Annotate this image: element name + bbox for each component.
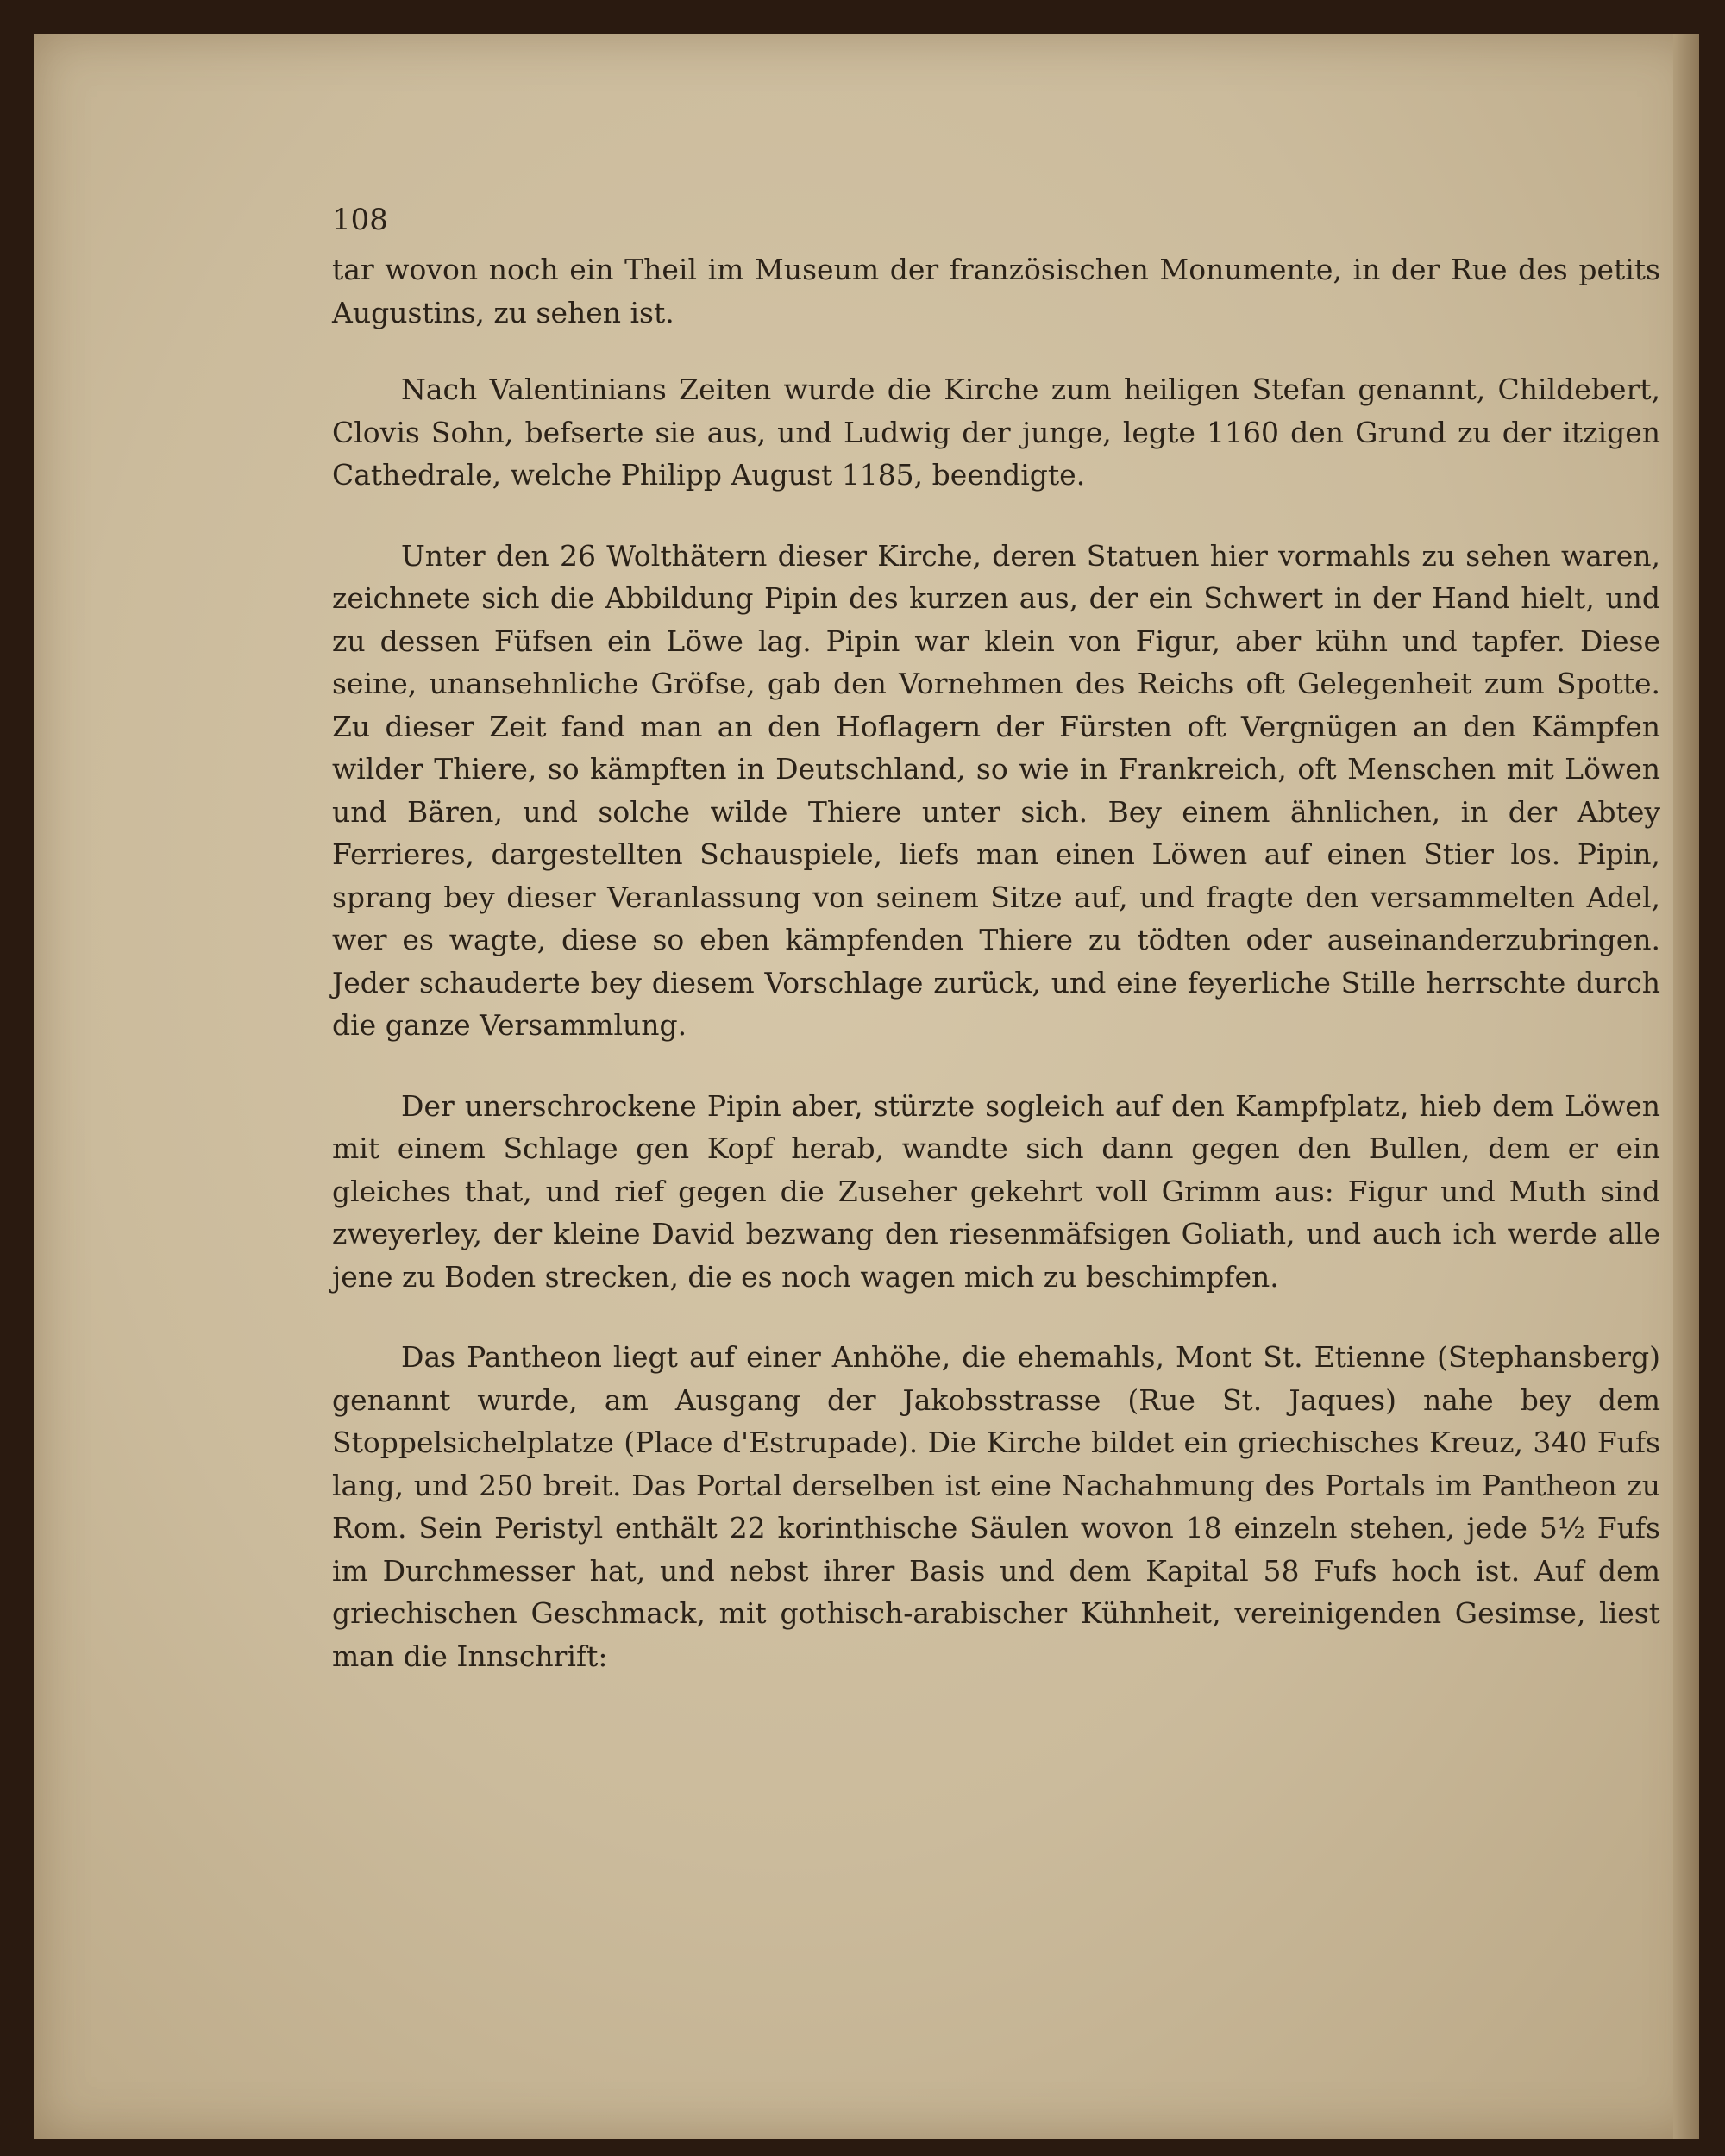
paragraph-pipin: Unter den 26 Wolthätern dieser Kirche, deren Statuen hier vormahls zu sehen waren, zeichnete sich die Abbildung Pipin des kurzen aus, der ein Schwert in der Hand hielt, und zu dessen Füfsen ein Löwe lag. Pipin war klein von Figur, aber kühn und tapfer. Diese seine, unansehnliche Gröfse, gab den Vornehmen des Reichs oft Gelegenheit zum Spotte. Zu dieser Zeit fand man an den Hoflagern der Fürsten oft Vergnügen an den Kämpfen wilder Thiere, so kämpften in Deutschland, so wie in Frankreich, oft Menschen mit Löwen und Bären, und solche wilde Thiere unter sich. Bey einem ähnlichen, in der Abtey Ferrieres, dargestellten Schauspiele, liefs man einen Löwen auf einen Stier los. Pipin, sprang bey dieser Veranlassung von seinem Sitze auf, und fragte den versammelten Adel, wer es wagte, diese so eben kämpfenden Thiere zu tödten oder auseinanderzubringen. Jeder schauderte bey diesem Vorschlage zurück, und eine feyerliche Stille herrschte durch die ganze Versammlung. [332, 538, 1660, 1042]
book-spine [1673, 34, 1699, 2139]
page-body [332, 248, 1660, 1677]
paragraph-pantheon: Das Pantheon liegt auf einer Anhöhe, die ehemahls, Mont St. Etienne (Stephansberg) genannt wurde, am Ausgang der Jakobsstrasse (Rue St. Jaques) nahe bey dem Stoppelsichelplatze (Place d'Estrupade). Die Kirche bildet ein griechisches Kreuz, 340 Fufs lang, und 250 breit. Das Portal derselben ist eine Nachahmung des Portals im Pantheon zu Rom. Sein Peristyl enthält 22 korinthische Säulen wovon 18 einzeln stehen, jede 5½ Fufs im Durchmesser hat, und nebst ihrer Basis und dem Kapital 58 Fufs hoch ist. Auf dem griechischen Geschmack, mit gothisch-arabischer Kühnheit, vereinigenden Gesimse, liest man die Innschrift: [332, 1340, 1660, 1673]
book-page [34, 34, 1699, 2139]
paragraph-continuation: tar wovon noch ein Theil im Museum der französischen Monumente, in der Rue des petits Augustins, zu sehen ist. [332, 253, 1660, 329]
paragraph-valentinian: Nach Valentinians Zeiten wurde die Kirche zum heiligen Stefan genannt, Childebert, Clovis Sohn, befserte sie aus, und Ludwig der junge, legte 1160 den Grund zu der itzigen Cathedrale, welche Philipp August 1185, beendigte. [332, 373, 1660, 492]
paragraph-pipin-fight: Der unerschrockene Pipin aber, stürzte sogleich auf den Kampfplatz, hieb dem Löwen mit einem Schlage gen Kopf herab, wandte sich dann gegen den Bullen, dem er ein gleiches that, und rief gegen die Zuseher gekehrt voll Grimm aus: Figur und Muth sind zweyerley, der kleine David bezwang den riesenmäfsigen Goliath, und auch ich werde alle jene zu Boden strecken, die es noch wagen mich zu beschimpfen. [332, 1088, 1660, 1294]
page-number: 108 [332, 203, 388, 237]
